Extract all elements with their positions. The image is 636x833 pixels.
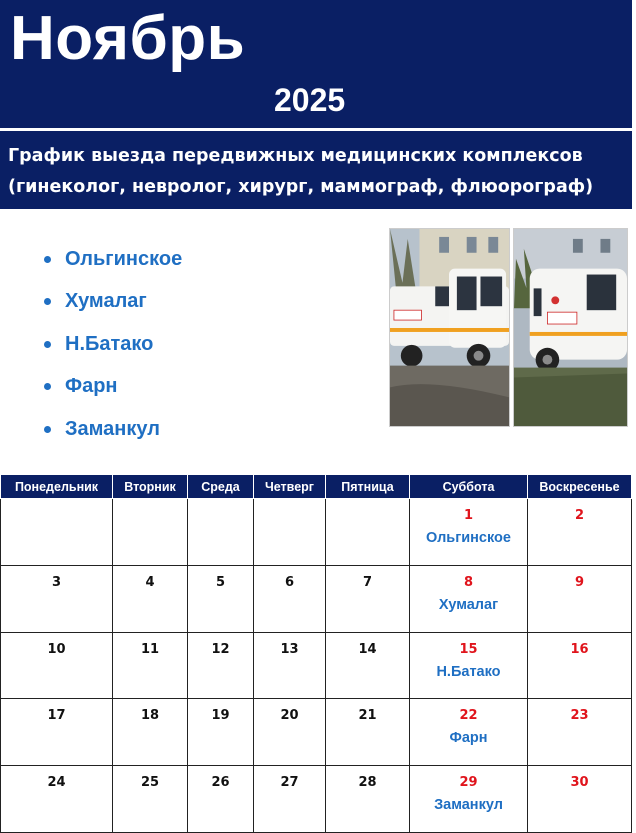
day-number: 2: [574, 508, 585, 523]
weekday-header: Воскресенье: [528, 475, 632, 499]
day-cell: [326, 632, 410, 699]
day-cell: [188, 565, 254, 632]
village-name: Ольгинское: [65, 247, 183, 270]
day-number: 18: [140, 708, 160, 724]
weekday-header: Понедельник: [1, 475, 113, 499]
village-name: Хумалаг: [65, 290, 147, 313]
day-cell: [254, 565, 326, 632]
day-number: 14: [358, 641, 377, 657]
day-cell: [188, 766, 254, 833]
day-cell-saturday: [410, 565, 528, 632]
day-number: 30: [570, 775, 589, 791]
bullet-icon: [44, 298, 51, 305]
day-number: 19: [211, 708, 230, 724]
day-number: 5: [215, 574, 226, 590]
day-cell-sunday: [528, 766, 632, 833]
day-number: 3: [51, 574, 62, 590]
subtitle-line-1: График выезда передвижных медицинских комплексов: [8, 146, 583, 166]
weekday-header: Четверг: [254, 475, 326, 499]
subtitle-line-2: (гинеколог, невролог, хирург, маммограф, флюорограф): [8, 177, 594, 197]
day-cell: [113, 699, 188, 766]
weekday-header: Пятница: [326, 475, 410, 499]
day-number: 23: [570, 708, 589, 724]
day-cell: [188, 632, 254, 699]
weekday-header-row: [1, 475, 632, 499]
day-cell: [326, 766, 410, 833]
day-number: 13: [280, 641, 299, 657]
day-cell-sunday: [528, 499, 632, 566]
header-banner: [0, 0, 632, 128]
day-number: 25: [140, 775, 160, 791]
calendar-week-row: [1, 632, 632, 699]
day-cell: [1, 699, 113, 766]
day-cell-saturday: [410, 699, 528, 766]
day-number: 15: [459, 641, 478, 657]
weekday-header: Среда: [188, 475, 254, 499]
day-cell: [113, 766, 188, 833]
day-cell: [1, 766, 113, 833]
list-item: [44, 281, 182, 324]
visit-location: Заманкул: [434, 797, 503, 814]
bullet-icon: [44, 383, 51, 390]
day-number: 26: [211, 775, 230, 791]
day-cell-sunday: [528, 632, 632, 699]
day-cell: [1, 499, 113, 566]
visit-location: Ольгинское: [426, 530, 511, 546]
mobile-clinic-photo-2: [513, 228, 628, 427]
day-cell: [113, 499, 188, 566]
day-cell-saturday: [410, 766, 528, 833]
village-name: Фарн: [65, 375, 118, 398]
day-cell-saturday: [410, 499, 528, 566]
day-number: 8: [463, 574, 474, 590]
village-name: Заманкул: [65, 417, 160, 440]
list-item: [44, 323, 182, 366]
day-cell: [326, 499, 410, 566]
day-number: 22: [459, 708, 478, 724]
day-cell: [326, 699, 410, 766]
calendar-week-row: [1, 699, 632, 766]
day-cell-sunday: [528, 565, 632, 632]
page-title: Ноябрь: [10, 4, 246, 73]
bullet-icon: [44, 426, 51, 433]
day-number: 11: [140, 641, 160, 657]
year-label: 2025: [274, 82, 346, 118]
weekday-header: Суббота: [410, 475, 528, 499]
day-number: 10: [47, 641, 66, 657]
day-number: 24: [47, 775, 66, 791]
day-cell: [254, 632, 326, 699]
bullet-icon: [44, 341, 51, 348]
day-cell: [254, 699, 326, 766]
day-number: 29: [459, 775, 478, 791]
mobile-clinic-photo-1: [389, 228, 510, 427]
visit-location: Фарн: [449, 730, 488, 747]
visit-location: Н.Батако: [436, 663, 501, 680]
weekday-header: Вторник: [113, 475, 188, 499]
day-cell: [188, 699, 254, 766]
day-cell-saturday: [410, 632, 528, 699]
village-name: Н.Батако: [65, 332, 154, 355]
list-item: [44, 366, 182, 409]
day-number: 12: [211, 641, 230, 657]
visit-location: Хумалаг: [438, 596, 499, 613]
day-number: 17: [47, 708, 66, 724]
day-cell: [1, 632, 113, 699]
day-number: 7: [362, 574, 373, 590]
day-number: 4: [145, 574, 155, 590]
day-number: 6: [284, 574, 295, 590]
day-cell-sunday: [528, 699, 632, 766]
day-cell: [113, 632, 188, 699]
day-number: 1: [463, 508, 474, 523]
list-item: [44, 408, 182, 451]
day-cell: [326, 565, 410, 632]
calendar-week-row: [1, 499, 632, 566]
day-number: 21: [358, 708, 377, 724]
calendar-week-row: [1, 565, 632, 632]
calendar-table: [0, 474, 632, 833]
bullet-icon: [44, 256, 51, 263]
day-cell: [188, 499, 254, 566]
day-cell: [1, 565, 113, 632]
subtitle-banner: [0, 131, 632, 209]
day-number: 16: [570, 641, 589, 657]
list-item: [44, 238, 182, 281]
day-cell: [113, 565, 188, 632]
day-number: 27: [280, 775, 299, 791]
day-cell: [254, 499, 326, 566]
day-number: 28: [358, 775, 377, 791]
calendar-week-row: [1, 766, 632, 833]
day-number: 20: [280, 708, 299, 724]
day-cell: [254, 766, 326, 833]
village-list: [44, 238, 182, 451]
day-number: 9: [574, 574, 585, 590]
